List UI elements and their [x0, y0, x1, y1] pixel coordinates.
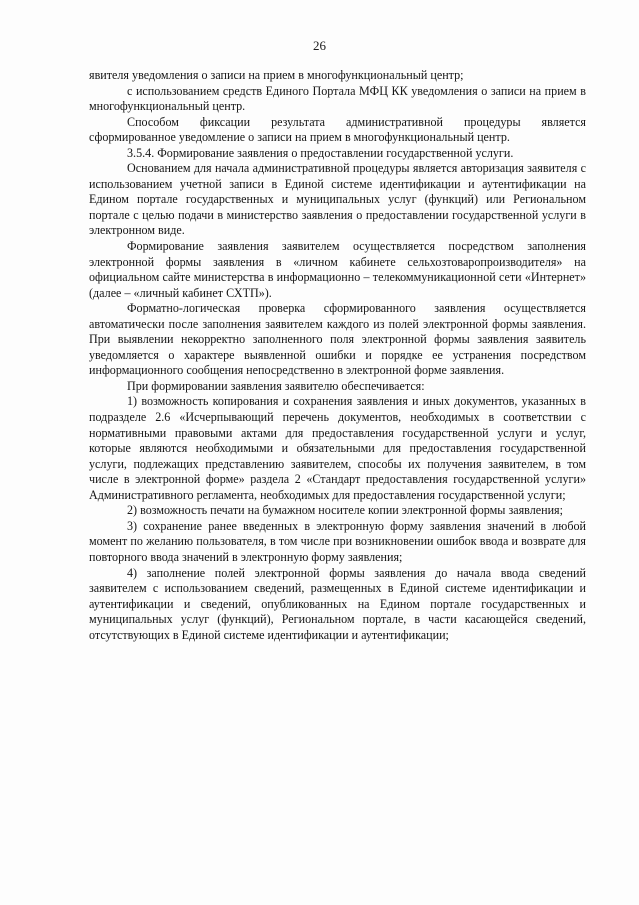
page-number: 26: [313, 38, 326, 53]
paragraph: с использованием средств Единого Портала МФЦ КК уведомления о записи на прием в многофункциональный центр.: [89, 83, 586, 114]
list-item-2: 2) возможность печати на бумажном носителе копии электронной формы заявления;: [127, 503, 563, 518]
list-item-1: 1) возможность копирования и сохранения заявления и иных документов, указанных в подразделе 2.6 «Исчерпывающий перечень документов, необходимых в соответствии с нормативными правовыми актами для предоставления государственной услуги и услуг, которые являются необходимыми и обязательными для предоставления государственной услуги, подлежащих представлению заявителем, способы их получения заявителем, в том числе в электронной форме» раздела 2 «Стандарт предоставления государственной услуги» Административного регламента, необходимых для предоставления государственной услуги;: [89, 394, 586, 502]
document-body: [89, 68, 586, 643]
paragraph-continuation: явителя уведомления о записи на прием в многофункциональный центр;: [89, 68, 464, 82]
paragraph: Форматно-логическая проверка сформированного заявления осуществляется автоматически после заполнения заявителем каждого из полей электронной формы заявления. При выявлении некорректно заполненного поля электронной формы заявления заявитель уведомляется о характере выявленной ошибки и порядке ее устранения посредством информационного сообщения непосредственно в электронной форме заявления.: [89, 301, 586, 378]
paragraph: Основанием для начала административной процедуры является авторизация заявителя с использованием учетной записи в Единой системе идентификации и аутентификации на Едином портале государственных и муниципальных услуг (функций) или Региональном портале с целью подачи в министерство заявления о предоставлении государственной услуги в электронном виде.: [89, 161, 586, 238]
section-heading-3-5-4: 3.5.4. Формирование заявления о предоставлении государственной услуги.: [127, 145, 514, 160]
list-item-3: 3) сохранение ранее введенных в электронную форму заявления значений в любой момент по желанию пользователя, в том числе при возникновении ошибок ввода и возврате для повторного ввода значений в электронную форму заявления;: [89, 518, 586, 564]
paragraph: Способом фиксации результата административной процедуры является сформированное уведомление о записи на прием в многофункциональный центр.: [89, 114, 586, 145]
paragraph: Формирование заявления заявителем осуществляется посредством заполнения электронной формы заявления в «личном кабинете сельхозтоваропроизводителя» на официальном сайте министерства в информационно – телекоммуникационной сети «Интернет» (далее – «личный кабинет СХТП»).: [89, 239, 586, 300]
paragraph: При формировании заявления заявителю обеспечивается:: [127, 378, 425, 393]
list-item-4: 4) заполнение полей электронной формы заявления до начала ввода сведений заявителем с использованием сведений, размещенных в Единой системе идентификации и аутентификации и сведений, опубликованных на Едином портале государственных и муниципальных услуг (функций), Региональном портале, в части касающейся сведений, отсутствующих в Единой системе идентификации и аутентификации;: [89, 565, 586, 642]
